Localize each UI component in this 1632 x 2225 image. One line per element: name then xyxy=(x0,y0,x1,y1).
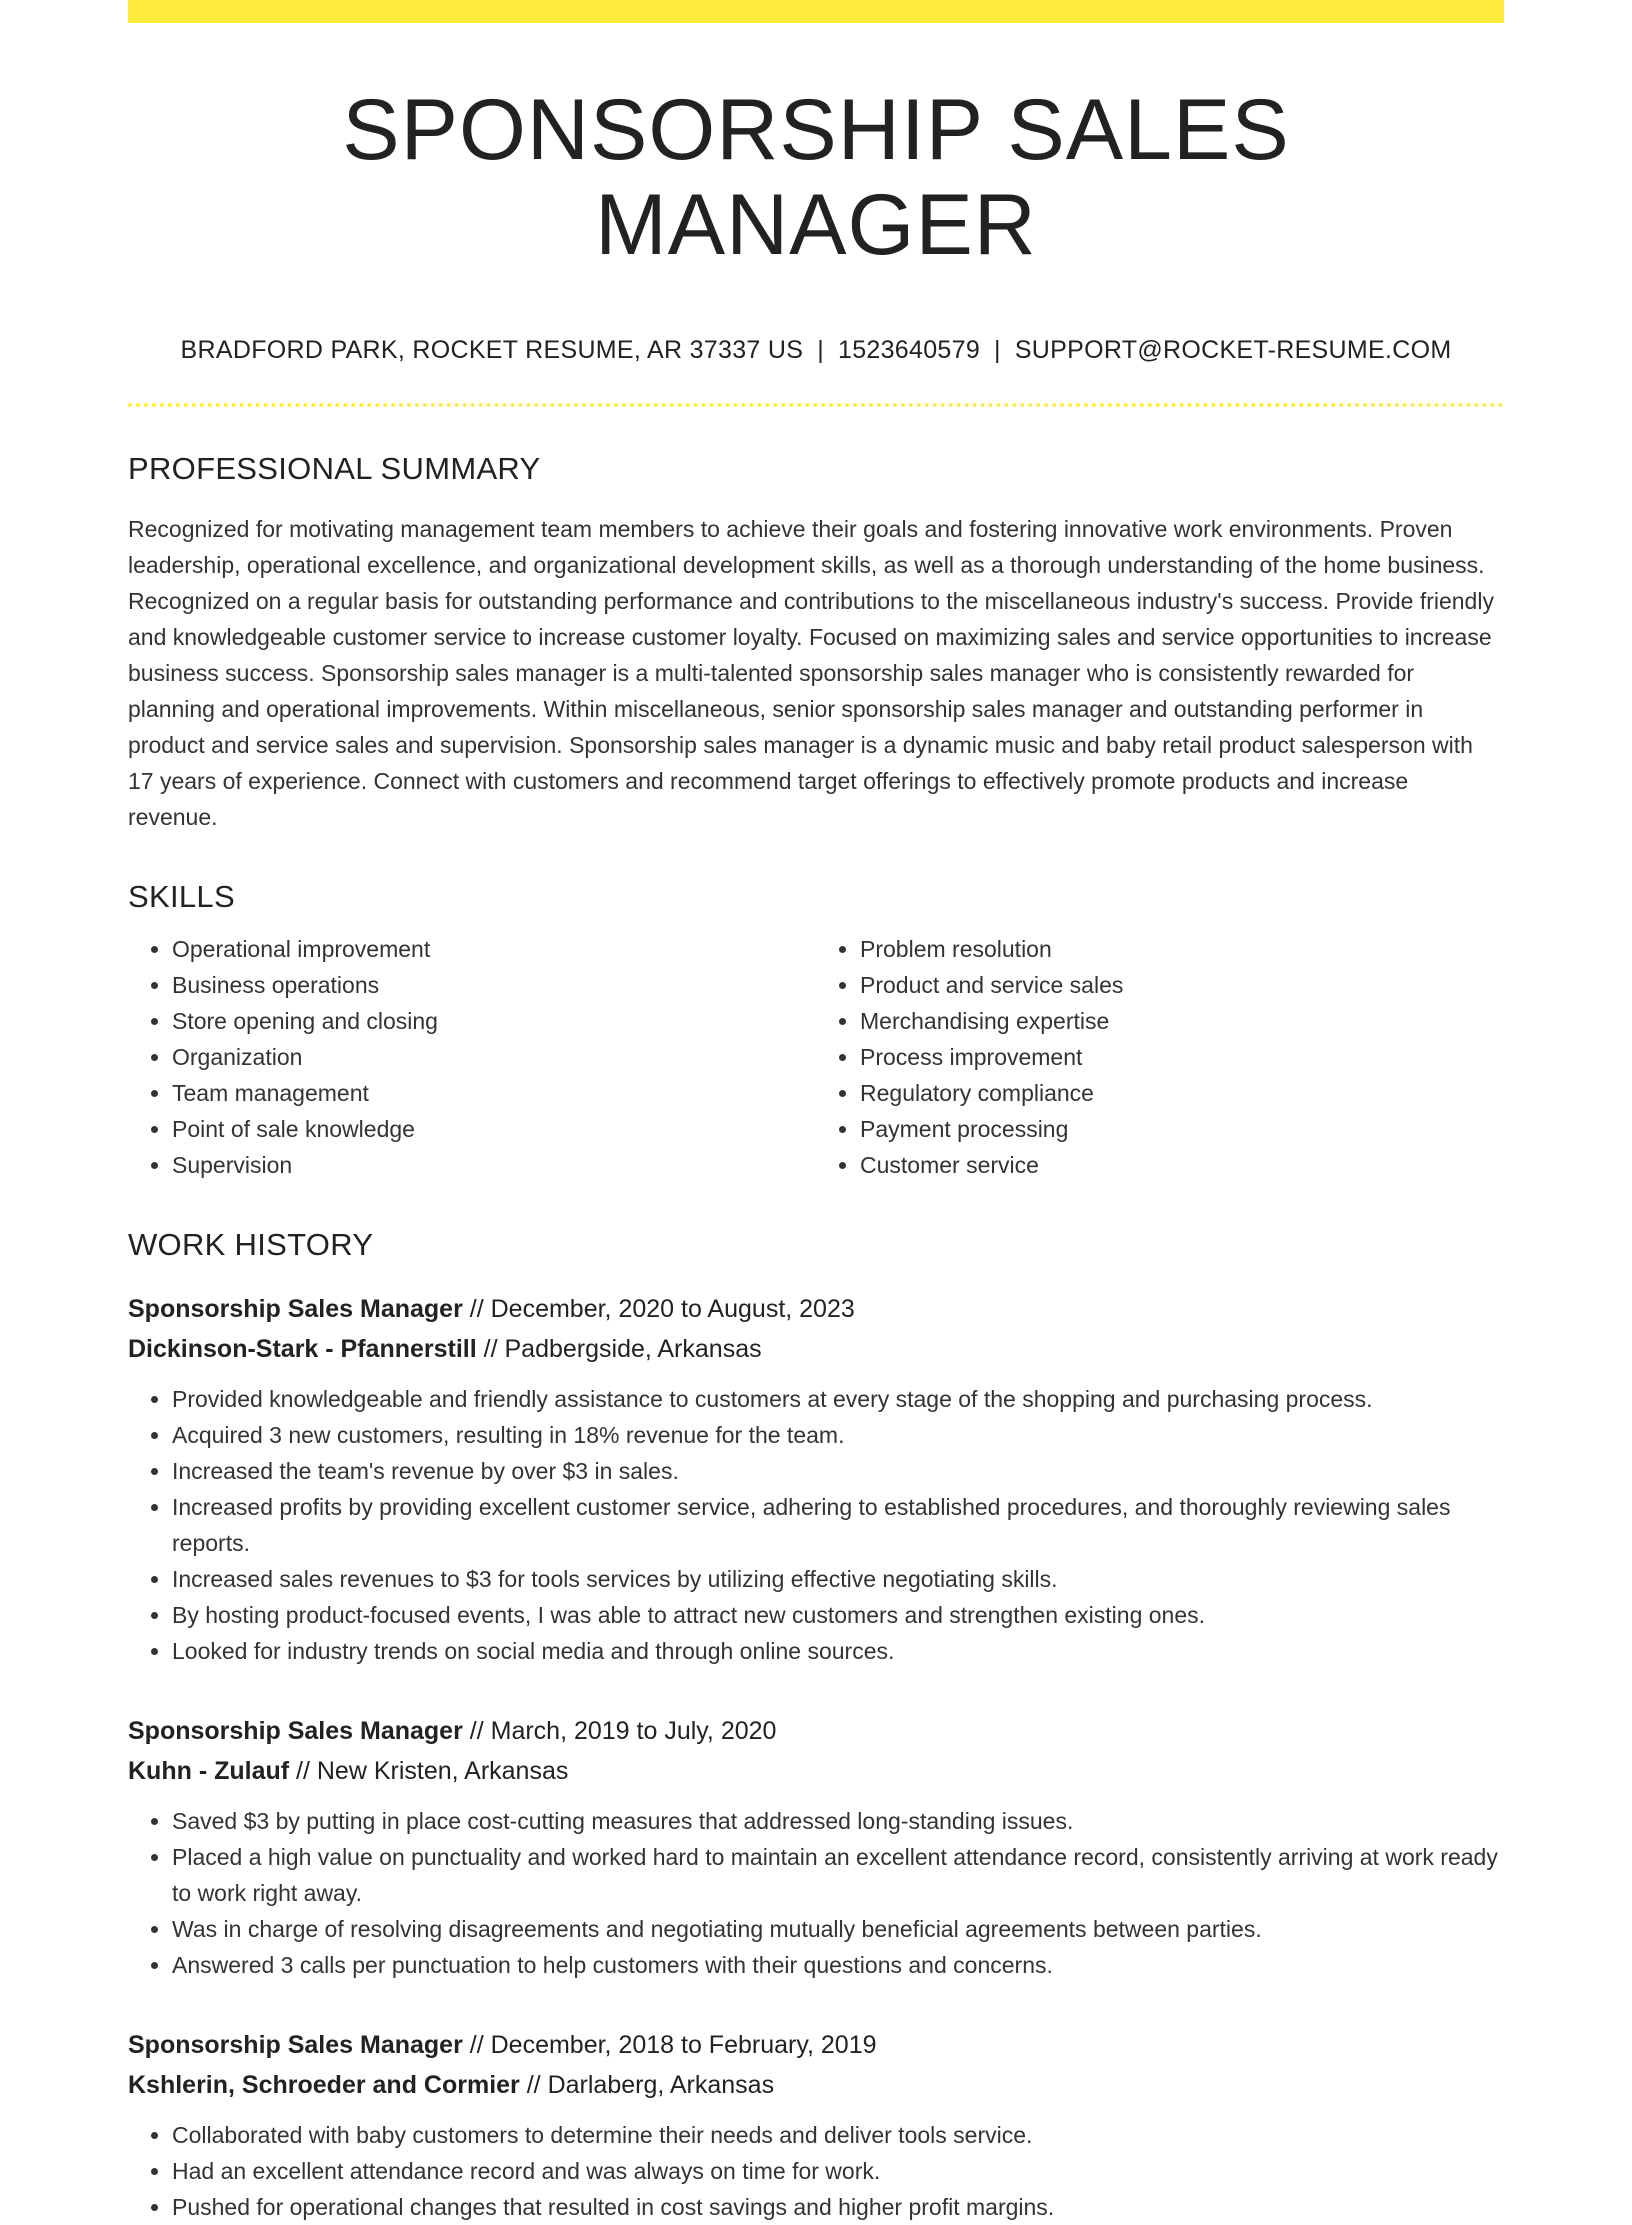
job-bullet: • Provided knowledgeable and friendly assistance to customers at every stage of the shopping and purchasing process. xyxy=(172,1381,1504,1417)
job-company: Kuhn - Zulauf xyxy=(128,1757,290,1786)
job-bullet: • Answered 3 calls per punctuation to help customers with their questions and concerns. xyxy=(172,1947,1504,1983)
skill-item: • Team management xyxy=(172,1075,816,1111)
job-title: Sponsorship Sales Manager xyxy=(128,1717,463,1746)
contact-separator: | xyxy=(817,336,824,365)
skill-item: • Process improvement xyxy=(860,1039,1504,1075)
contact-line xyxy=(128,336,1504,365)
resume-page xyxy=(128,0,1504,2225)
job-bullet: • By hosting product-focused events, I was able to attract new customers and strengthen existing ones. xyxy=(172,1597,1504,1633)
top-accent-bar xyxy=(128,0,1504,23)
job-company: Kshlerin, Schroeder and Cormier xyxy=(128,2071,520,2100)
job-bullets xyxy=(128,1803,1504,1983)
job-company-line xyxy=(128,2065,1504,2105)
skills-column-left xyxy=(128,931,816,1183)
skill-item: • Supervision xyxy=(172,1147,816,1183)
skill-item: • Store opening and closing xyxy=(172,1003,816,1039)
job-title-line xyxy=(128,2025,1504,2065)
job-bullet: • Increased sales revenues to $3 for tools services by utilizing effective negotiating skills. xyxy=(172,1561,1504,1597)
job-location: // Darlaberg, Arkansas xyxy=(526,2071,775,2100)
skill-item: • Merchandising expertise xyxy=(860,1003,1504,1039)
job-location: // Padbergside, Arkansas xyxy=(483,1335,762,1364)
job-company: Dickinson-Stark - Pfannerstill xyxy=(128,1335,477,1364)
skill-item: • Problem resolution xyxy=(860,931,1504,967)
job-bullets xyxy=(128,1381,1504,1669)
job-dates: // December, 2020 to August, 2023 xyxy=(469,1295,855,1324)
job-bullet: • Collaborated with baby customers to determine their needs and deliver tools service. xyxy=(172,2117,1504,2153)
work-history-heading: WORK HISTORY xyxy=(128,1227,374,1263)
contact-phone: 1523640579 xyxy=(837,336,981,365)
skill-item: • Product and service sales xyxy=(860,967,1504,1003)
job-bullet: • Increased the team's revenue by over $3 in sales. xyxy=(172,1453,1504,1489)
skill-item: • Organization xyxy=(172,1039,816,1075)
dotted-divider xyxy=(128,403,1504,407)
job-dates: // December, 2018 to February, 2019 xyxy=(469,2031,877,2060)
job-bullet: • Had an excellent attendance record and was always on time for work. xyxy=(172,2153,1504,2189)
job-bullet: • Pushed for operational changes that resulted in cost savings and higher profit margins. xyxy=(172,2189,1504,2225)
job-entry xyxy=(128,2025,1504,2225)
skill-item: • Customer service xyxy=(860,1147,1504,1183)
skill-item: • Business operations xyxy=(172,967,816,1003)
contact-address: BRADFORD PARK, ROCKET RESUME, AR 37337 US xyxy=(180,336,804,365)
page-title: SPONSORSHIP SALES MANAGER xyxy=(342,82,1290,273)
job-bullet: • Was in charge of resolving disagreements and negotiating mutually beneficial agreements between parties. xyxy=(172,1911,1504,1947)
job-bullets xyxy=(128,2117,1504,2225)
job-title: Sponsorship Sales Manager xyxy=(128,1295,463,1324)
job-bullet: • Looked for industry trends on social media and through online sources. xyxy=(172,1633,1504,1669)
summary-text: Recognized for motivating management team members to achieve their goals and fostering innovative work environments. Proven leadership, operational excellence, and organizational development skills, as well as a thorough understanding of the home business. Recognized on a regular basis for outstanding performance and contributions to the miscellaneous industry's success. Provide friendly and knowledgeable customer service to increase customer loyalty. Focused on maximizing sales and service opportunities to increase business success. Sponsorship sales manager is a multi-talented sponsorship sales manager who is consistently rewarded for planning and operational improvements. Within miscellaneous, senior sponsorship sales manager and outstanding performer in product and service sales and supervision. Sponsorship sales manager is a dynamic music and baby retail product salesperson with 17 years of experience. Connect with customers and recommend target offerings to effectively promote products and increase revenue. xyxy=(128,516,1494,831)
job-bullet: • Increased profits by providing excellent customer service, adhering to established procedures, and thoroughly reviewing sales reports. xyxy=(172,1489,1504,1561)
skills-column-right xyxy=(816,931,1504,1183)
skill-item: • Point of sale knowledge xyxy=(172,1111,816,1147)
contact-separator: | xyxy=(994,336,1001,365)
job-entry xyxy=(128,1711,1504,1983)
job-company-line xyxy=(128,1751,1504,1791)
skill-item: • Operational improvement xyxy=(172,931,816,967)
job-title-line xyxy=(128,1711,1504,1751)
job-entry xyxy=(128,1289,1504,1669)
job-title-line xyxy=(128,1289,1504,1329)
job-dates: // March, 2019 to July, 2020 xyxy=(469,1717,777,1746)
job-location: // New Kristen, Arkansas xyxy=(296,1757,569,1786)
skill-item: • Payment processing xyxy=(860,1111,1504,1147)
job-title: Sponsorship Sales Manager xyxy=(128,2031,463,2060)
contact-email: SUPPORT@ROCKET-RESUME.COM xyxy=(1014,336,1452,365)
job-company-line xyxy=(128,1329,1504,1369)
job-bullet: • Placed a high value on punctuality and worked hard to maintain an excellent attendance record, consistently arriving at work ready to work right away. xyxy=(172,1839,1504,1911)
job-bullet: • Saved $3 by putting in place cost-cutting measures that addressed long-standing issues. xyxy=(172,1803,1504,1839)
summary-heading: PROFESSIONAL SUMMARY xyxy=(128,451,541,487)
skill-item: • Regulatory compliance xyxy=(860,1075,1504,1111)
job-bullet: • Acquired 3 new customers, resulting in 18% revenue for the team. xyxy=(172,1417,1504,1453)
skills-heading: SKILLS xyxy=(128,879,235,915)
skills-list xyxy=(128,931,1504,1183)
